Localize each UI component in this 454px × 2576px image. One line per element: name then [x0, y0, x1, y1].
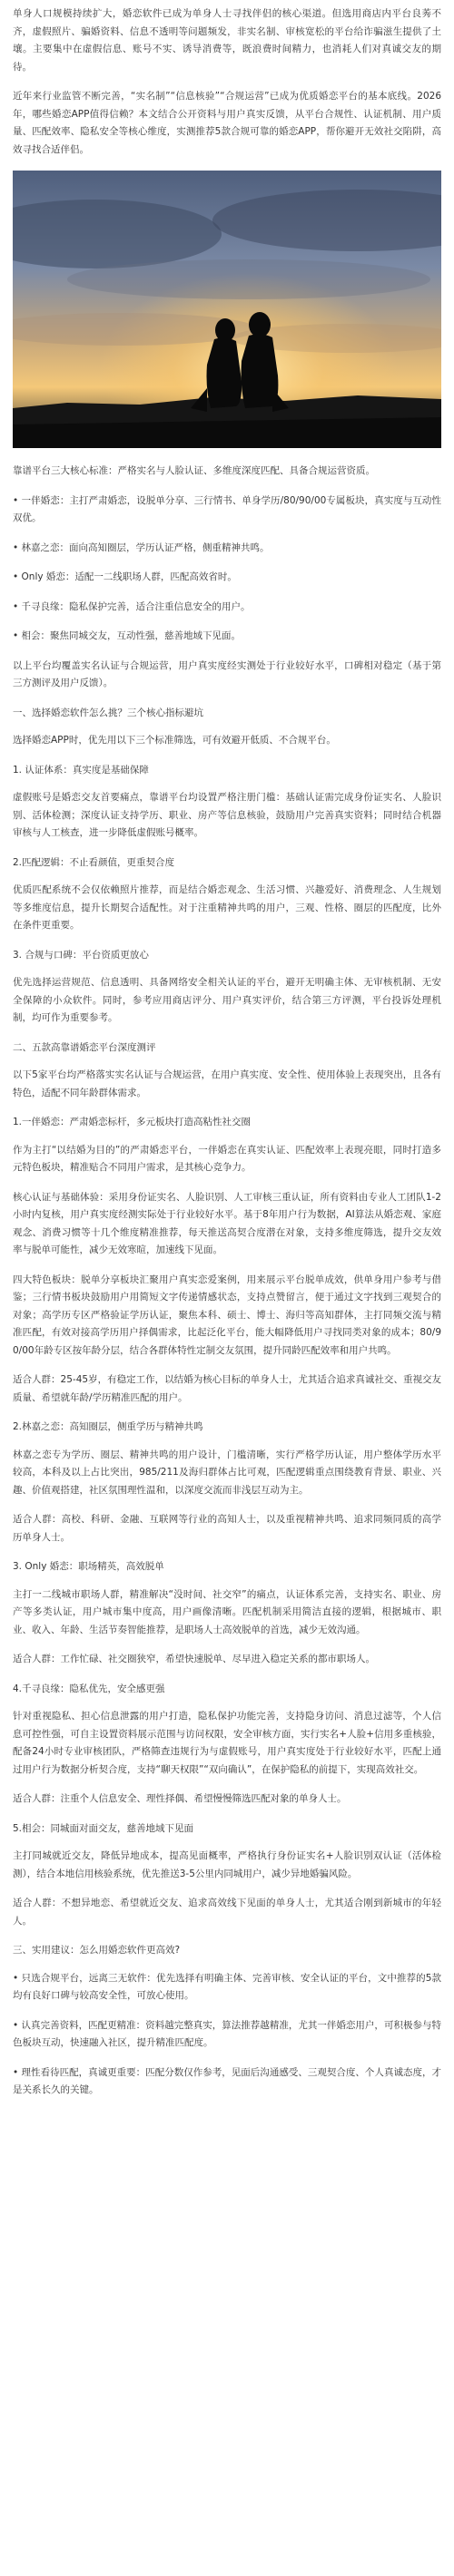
body-paragraph: 适合人群：25-45岁，有稳定工作，以结婚为核心目标的单身人士，尤其适合追求真诚社交、重视交友质量、希望就年龄/学历精准匹配的用户。	[13, 1374, 441, 1403]
body-paragraph: 靠谱平台三大核心标准：严格实名与人脸认证、多维度深度匹配、具备合规运营资质。	[13, 465, 375, 476]
intro-paragraph: 近年来行业监管不断完善，“实名制”“信息核验”“合规运营”已成为优质婚恋平台的基本底线。2026年，哪些婚恋APP值得信赖？本文结合公开资料与用户真实反馈，从平台合规性、认证机制、用户质量、匹配效率、隐私安全等核心维度，实测推荐5款合规可靠的婚恋APP，帮你避开无效社交陷阱，高效寻找合适伴侣。	[13, 91, 441, 155]
body-paragraph: • 千寻良缘：隐私保护完善，适合注重信息安全的用户。	[13, 600, 251, 612]
hero-image	[13, 171, 441, 448]
body-paragraph: 适合人群：工作忙碌、社交圈狭窄，希望快速脱单、尽早进入稳定关系的都市职场人。	[13, 1654, 375, 1664]
body-paragraph: 主打一二线城市职场人群，精准解决“没时间、社交窄”的痛点，认证体系完善，支持实名、职业、房产等多类认证，用户城市集中度高，用户画像清晰。匹配机制采用简洁直接的逻辑，根据城市、职业、收入、年龄、生活节奏智能推荐，是职场人士高效脱单的首选，减少无效沟通。	[13, 1588, 441, 1635]
body-paragraph: 主打同城就近交友，降低异地成本，提高见面概率，严格执行身份证实名+人脸识别双认证（活体检测），结合本地信用核验系统，优先推送3-5公里内同城用户，减少异地婚骗风险。	[13, 1850, 441, 1879]
body-paragraph: 适合人群：不想异地恋、希望就近交友、追求高效线下见面的单身人士，尤其适合刚到新城市的年轻人。	[13, 1898, 441, 1927]
body-paragraph: • 只选合规平台，远离三无软件：优先选择有明确主体、完善审核、安全认证的平台，文中推荐的5款均有良好口碑与较高安全性，可放心使用。	[13, 1972, 441, 2001]
section-heading: 一、选择婚恋软件怎么挑？三个核心指标避坑	[13, 707, 203, 718]
intro-paragraph: 单身人口规模持续扩大，婚恋软件已成为单身人士寻找伴侣的核心渠道。但选用商店内平台良莠不齐，虚假照片、骗婚资料、信息不透明等问题频发，非实名制、审核宽松的平台给诈骗滋生提供了土壤。主要集中在虚假信息、账号不实、诱导消费等，既浪费时间精力，也消耗人们对真诚交友的期待。	[13, 8, 441, 73]
section-heading: 二、五款高靠谱婚恋平台深度测评	[13, 1041, 156, 1053]
body-paragraph: • 认真完善资料，匹配更精准：资料越完整真实，算法推荐越精准，尤其一伴婚恋用户，可积极参与特色板块互动，快速融入社区，提升精准匹配度。	[13, 2019, 441, 2048]
body-paragraph: • 理性看待匹配，真诚更重要：匹配分数仅作参考，见面后沟通感受、三观契合度、个人真诚态度，才是关系长久的关键。	[13, 2066, 441, 2095]
section-heading: 2.林嘉之恋：高知圈层，侧重学历与精神共鸣	[13, 1421, 203, 1432]
section-heading: 1.一伴婚恋：严肃婚恋标杆，多元板块打造高粘性社交圈	[13, 1117, 252, 1127]
section-heading: 三、实用建议：怎么用婚恋软件更高效?	[13, 1945, 181, 1956]
body-paragraph: 选择婚恋APP时，优先用以下三个标准筛选，可有效避开低质、不合规平台。	[13, 735, 336, 746]
body-paragraph: • 林嘉之恋：面向高知圈层，学历认证严格，侧重精神共鸣。	[13, 542, 270, 553]
body-paragraph: • Only 婚恋：适配一二线职场人群，匹配高效省时。	[13, 571, 237, 582]
section-heading: 3. 合规与口碑：平台资质更放心	[13, 949, 149, 961]
body-paragraph: 作为主打“以结婚为目的”的严肃婚恋平台，一伴婚恋在真实认证、匹配效率上表现亮眼，同时打造多元特色板块，精准贴合不同用户需求，是其核心竞争力。	[13, 1144, 441, 1173]
body-paragraph: 优质匹配系统不会仅依赖照片推荐，而是结合婚恋观念、生活习惯、兴趣爱好、消费理念、人生规划等多维度信息，提升长期契合适配性。对于注重精神共鸣的用户，三观、性格、圈层的匹配度，比外在条件更重要。	[13, 884, 441, 931]
body-paragraph: • 相会：聚焦同城交友，互动性强，慈善地域下见面。	[13, 630, 242, 641]
body-paragraph: • 一伴婚恋：主打严肃婚恋，设脱单分享、三行情书、单身学历/80/90/00专属板块，真实度与互动性双优。	[13, 494, 441, 523]
body-paragraph: 适合人群：注重个人信息安全、理性择偶、希望慢慢筛选匹配对象的单身人士。	[13, 1793, 347, 1804]
section-heading: 1. 认证体系：真实度是基础保障	[13, 764, 149, 776]
section-heading: 2.匹配逻辑：不止看颜值，更重契合度	[13, 856, 175, 868]
body-paragraph: 四大特色板块：脱单分享板块汇聚用户真实恋爱案例，用来展示平台脱单成效，供单身用户参考与借鉴；三行情书板块鼓励用户用简短文字传递情感状态，支持点赞留言，便于通过文字找到三观契合的对象；高学历专区严格验证学历认证，聚焦本科、硕士、博士、海归等高知群体，主打同频交流与精准匹配，有效对接高学历用户择偶需求，比起泛化平台，能大幅降低用户寻找同类对象的成本；80/90/00年龄专区按年龄分层，结合各群体特性定制交友氛围，提升同龄匹配效率和用户共鸣。	[13, 1273, 441, 1356]
body-paragraph: 针对重视隐私、担心信息泄露的用户打造，隐私保护功能完善，支持隐身访问、消息过滤等，个人信息可控性强，可自主设置资料展示范围与访问权限，安全审核方面，实行实名+人脸+信用多重核验，配备24小时专业审核团队，严格筛查违规行为与虚假账号，用户真实度处于行业较好水平，匹配上通过用户行为数据分析契合度，支持“聊天权限”“双向确认”，在保护隐私的前提下，实现高效社交。	[13, 1711, 441, 1775]
section-heading: 4.千寻良缘：隐私优先，安全感更强	[13, 1683, 165, 1694]
section-heading: 5.相会：同城面对面交友，慈善地域下见面	[13, 1822, 194, 1834]
section-heading: 3. Only 婚恋：职场精英，高效脱单	[13, 1561, 164, 1572]
body-paragraph: 虚假账号是婚恋交友首要痛点，靠谱平台均设置严格注册门槛：基础认证需完成身份证实名、人脸识别、活体检测；深度认证支持学历、职业、房产等信息核验，鼓励用户完善真实资料；同时结合机器审核与人工核查，进一步降低虚假账号概率。	[13, 792, 441, 838]
body-paragraph: 林嘉之恋专为学历、圈层、精神共鸣的用户设计，门槛清晰，实行严格学历认证，用户整体学历水平较高，本科及以上占比突出，985/211及海归群体占比可观，匹配逻辑重点围绕教育背景、职业、兴趣、价值观搭建，社区氛围理性温和，以深度交流而非浅层互动为主。	[13, 1449, 441, 1496]
body-paragraph: 核心认证与基础体验：采用身份证实名、人脸识别、人工审核三重认证，所有资料由专业人工团队1-2小时内复核，用户真实度经测实际处于行业较好水平。基于8年用户行为数据，AI算法从婚恋观、家庭观念、消费习惯等十几个维度精准推荐，每天推送高契合度潜在对象，支持多维度筛选，提升交友效率与脱单可能性，减少无效寒暄，加速线下见面。	[13, 1191, 441, 1255]
article	[13, 0, 441, 2100]
body-paragraph: 适合人群：高校、科研、金融、互联网等行业的高知人士，以及重视精神共鸣、追求同频同质的高学历单身人士。	[13, 1514, 441, 1543]
article-body	[13, 463, 441, 2100]
body-paragraph: 优先选择运营规范、信息透明、具备网络安全相关认证的平台，避开无明确主体、无审核机制、无安全保障的小众软件。同时，参考应用商店评分、用户真实评价，结合第三方评测，平台投诉处理机制，均可作为重要参考。	[13, 977, 441, 1023]
body-paragraph: 以下5家平台均严格落实实名认证与合规运营，在用户真实度、安全性、使用体验上表现突出，且各有特色，适配不同年龄群体需求。	[13, 1069, 441, 1098]
body-paragraph: 以上平台均覆盖实名认证与合规运营，用户真实度经实测处于行业较好水平，口碑相对稳定（基于第三方测评及用户反馈）。	[13, 659, 441, 688]
